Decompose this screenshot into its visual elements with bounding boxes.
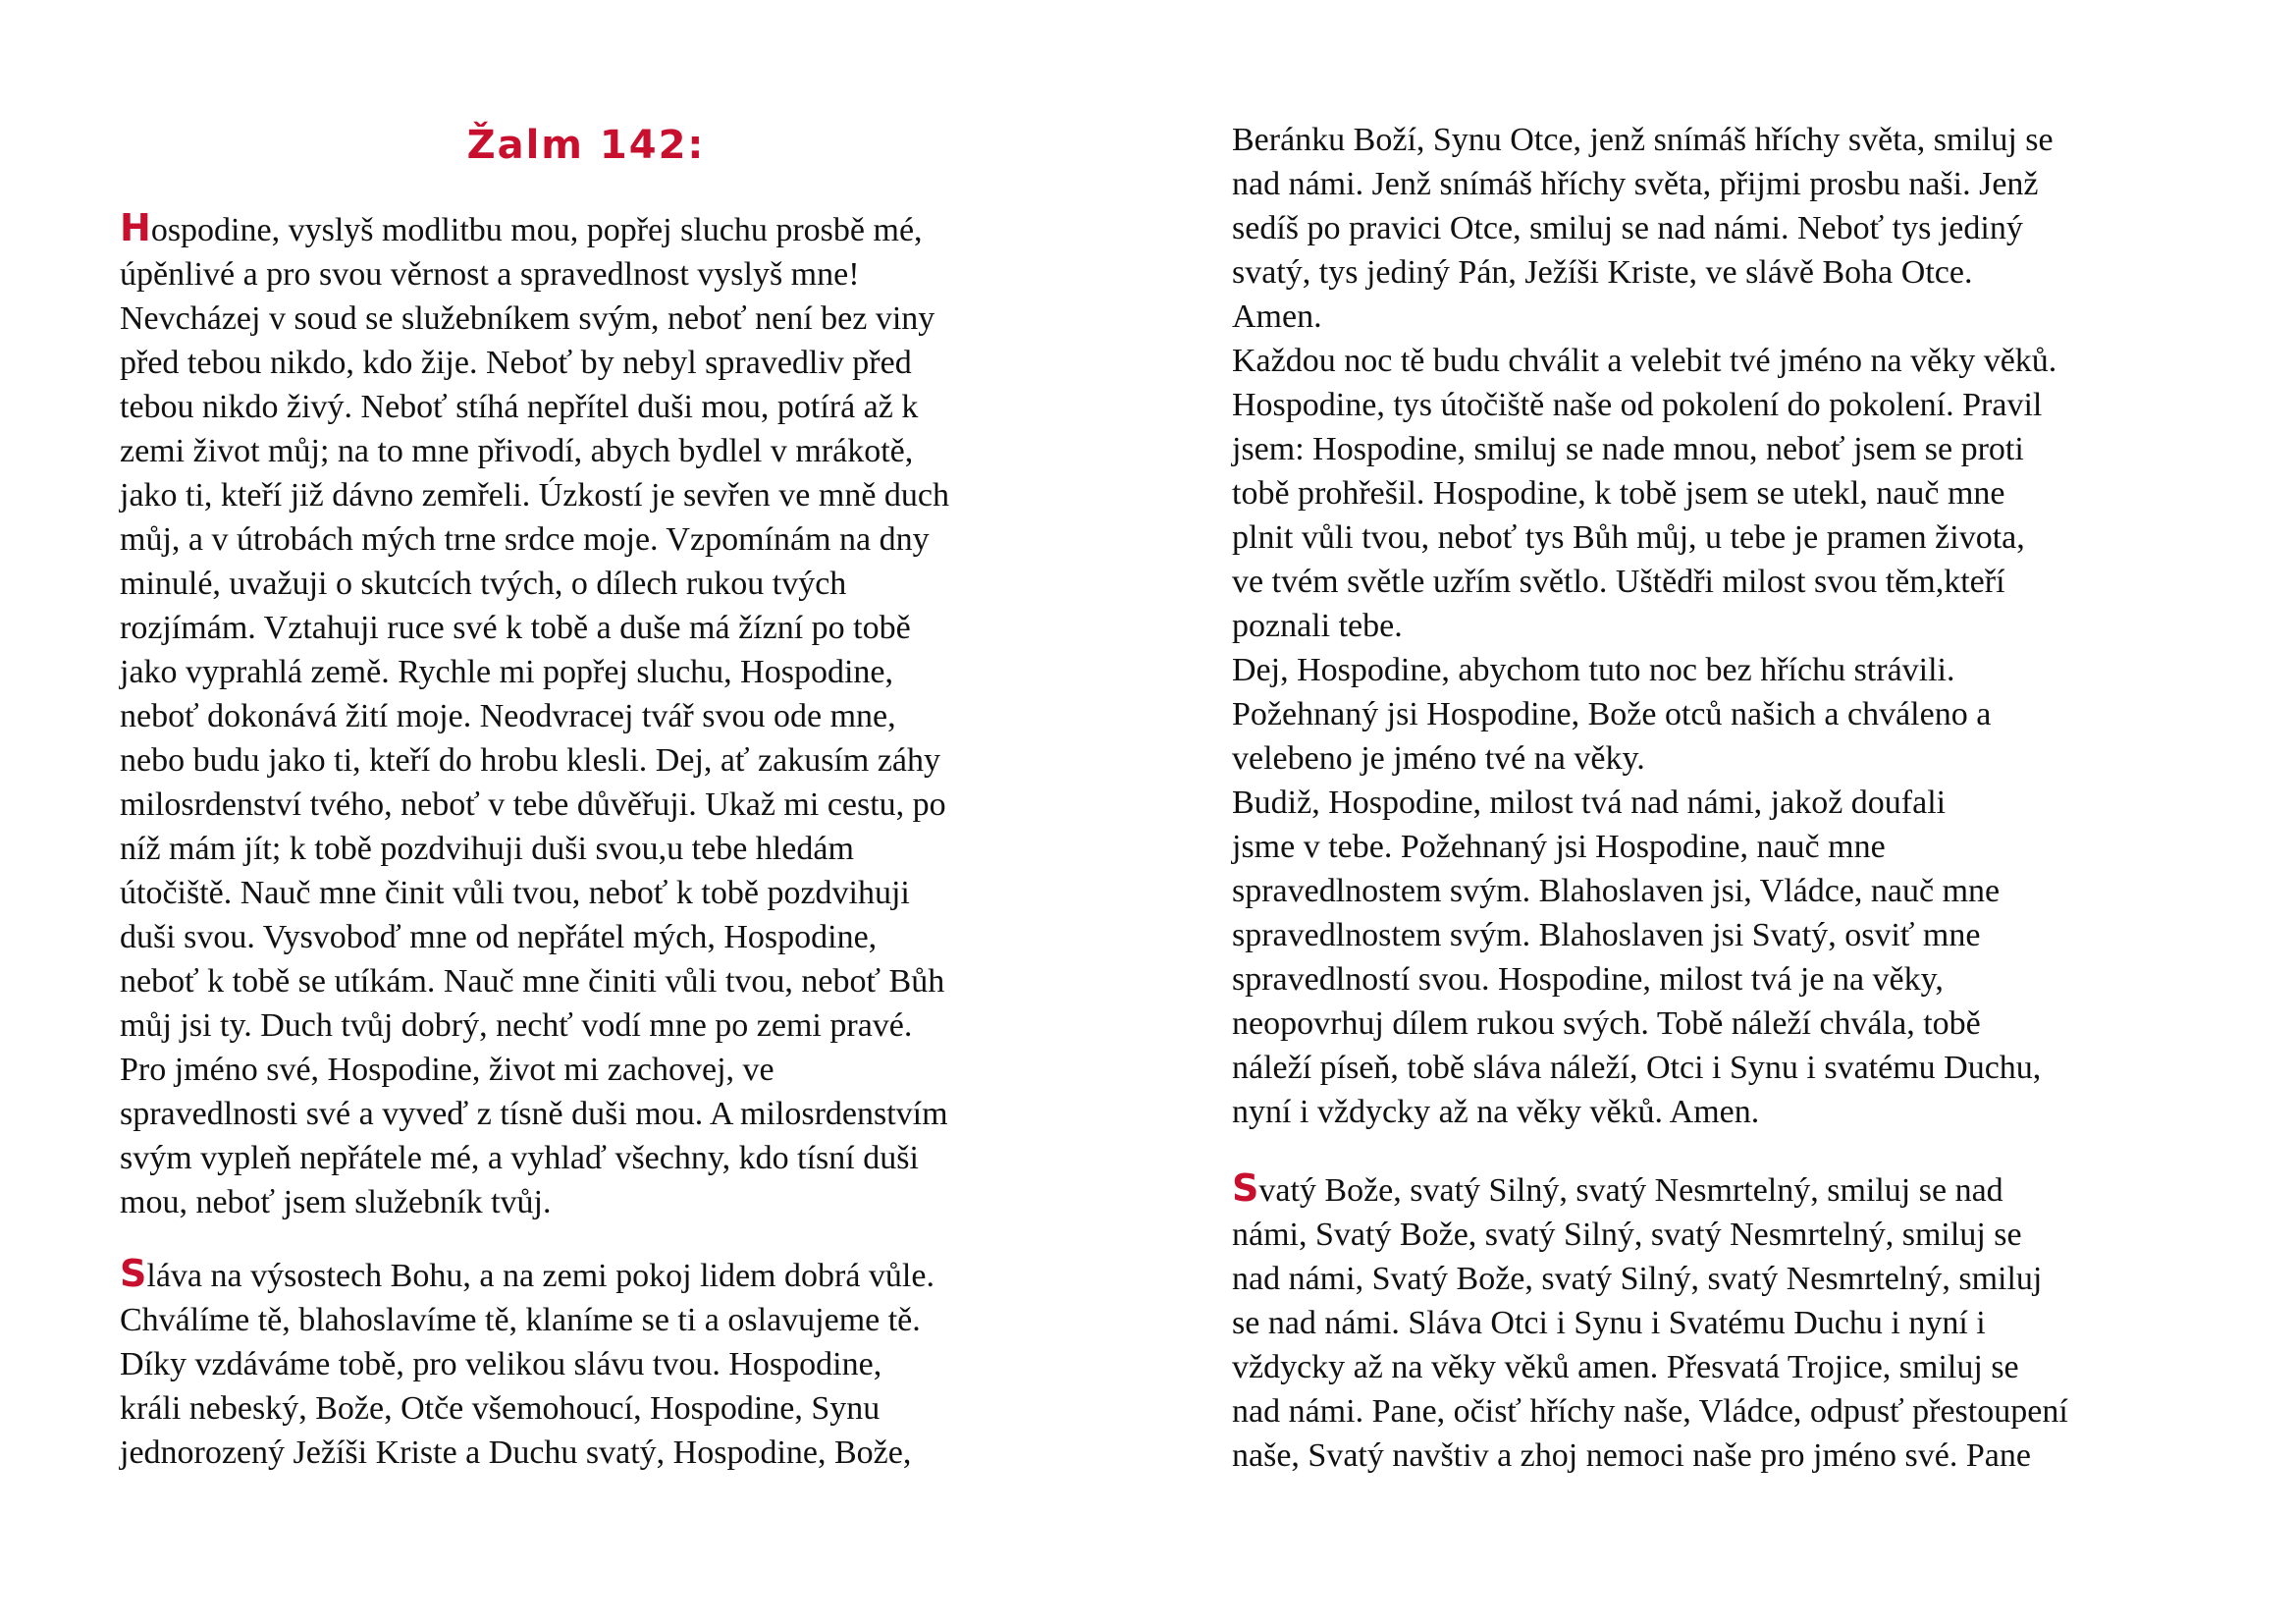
psalm-drop-initial: H — [120, 206, 151, 249]
gloria-drop-initial: S — [120, 1252, 147, 1295]
right-page — [1232, 0, 2194, 1624]
psalm-text-block — [120, 206, 1082, 1224]
doxology-continuation-text: Beránku Boží, Synu Otce, jenž snímáš hříchy světa, smiluj se nad námi. Jenž snímáš hříchy světa, přijmi prosbu naši. Jenž sedíš po pravici Otce, smiluj se nad námi. Neboť tys jediný svatý, tys jediný Pán, Ježíši Kriste, ve slávě Boha Otce. Amen. Každou noc tě budu chválit a velebit tvé jméno na věky věků. Hospodine, tys útočiště naše od pokolení do pokolení. Pravil jsem: Hospodine, smiluj se nade mnou, neboť jsem se proti tobě prohřešil. Hospodine, k tobě jsem se utekl, nauč mne plnit vůli tvou, neboť tys Bůh můj, u tebe je pramen života, ve tvém světle uzřím světlo. Uštědři milost svou těm,kteří poznali tebe. Dej, Hospodine, abychom tuto noc bez hříchu strávili. Požehnaný jsi Hospodine, Bože otců našich a chváleno a velebeno je jméno tvé na věky. Budiž, Hospodine, milost tvá nad námi, jakož doufali jsme v tebe. Požehnaný jsi Hospodine, nauč mne spravedlnostem svým. Blahoslaven jsi, Vládce, nauč mne spravedlnostem svým. Blahoslaven jsi Svatý, osviť mne spravedlností svou. Hospodine, milost tvá je na věky, neopovrhuj dílem rukou svých. Tobě náleží chvála, tobě náleží píseň, tobě sláva náleží, Otci i Synu i svatému Duchu, nyní i vždycky až na věky věků. Amen. — [1232, 122, 2057, 1130]
doxology-continuation-block — [1232, 118, 2194, 1134]
psalm-title-label: Žalm 142 — [466, 123, 688, 168]
trisagion-text: vatý Bože, svatý Silný, svatý Nesmrtelný, smiluj se nad námi, Svatý Bože, svatý Silný, svatý Nesmrtelný, smiluj se nad námi, Svatý Bože, svatý Silný, svatý Nesmrtelný, smiluj se nad námi. Sláva Otci i Synu i Svatému Duchu i nyní i vždycky až na věky věků amen. Přesvatá Trojice, smiluj se nad námi. Pane, očisť hříchy naše, Vládce, odpusť přestoupení naše, Svatý navštiv a zhoj nemoci naše pro jméno své. Pane — [1232, 1172, 2068, 1474]
gloria-text: láva na výsostech Bohu, a na zemi pokoj lidem dobrá vůle. Chválíme tě, blahoslavíme tě, klaníme se ti a oslavujeme tě. Díky vzdáváme tobě, pro velikou slávu tvou. Hospodine, králi nebeský, Bože, Otče všemohoucí, Hospodine, Synu jednorozený Ježíši Kriste a Duchu svatý, Hospodine, Bože, — [120, 1258, 934, 1471]
trisagion-drop-initial: S — [1232, 1166, 1259, 1210]
psalm-text: ospodine, vyslyš modlitbu mou, popřej sluchu prosbě mé, úpěnlivé a pro svou věrnost a spravedlnost vyslyš mne! Nevcházej v soud se služebníkem svým, neboť není bez viny před tebou nikdo, kdo žije. Neboť by nebyl spravedliv před tebou nikdo živý. Neboť stíhá nepřítel duši mou, potírá až k zemi život můj; na to mne přivodí, abych bydlel v mrákotě, jako ti, kteří již dávno zemřeli. Úzkostí je sevřen ve mně duch můj, a v útrobách mých trne srdce moje. Vzpomínám na dny minulé, uvažuji o skutcích tvých, o dílech rukou tvých rozjímám. Vztahuji ruce své k tobě a duše má žízní po tobě jako vyprahlá země. Rychle mi popřej sluchu, Hospodine, neboť dokonává žití moje. Neodvracej tvář svou ode mne, nebo budu jako ti, kteří do hrobu klesli. Dej, ať zakusím záhy milosrdenství tvého, neboť v tebe důvěřuji. Ukaž mi cestu, po níž mám jít; k tobě pozdvihuji duši svou,u tebe hledám útočiště. Nauč mne činit vůli tvou, neboť k tobě pozdvihuji duši svou. Vysvoboď mne od nepřátel mých, Hospodine, neboť k tobě se utíkám. Nauč mne činiti vůli tvou, neboť Bůh můj jsi ty. Duch tvůj dobrý, nechť vodí mne po zemi pravé. Pro jméno své, Hospodine, život mi zachovej, ve spravedlnosti své a vyveď z tísně duši mou. A milosrdenstvím svým vypleň nepřátele mé, a vyhlaď všechny, kdo tísní duši mou, neboť jsem služebník tvůj. — [120, 212, 950, 1220]
gloria-text-block — [120, 1252, 1082, 1475]
psalm-title — [120, 116, 1052, 175]
psalm-title-colon: : — [687, 123, 706, 168]
trisagion-text-block — [1232, 1166, 2194, 1478]
left-page — [120, 0, 1082, 1624]
